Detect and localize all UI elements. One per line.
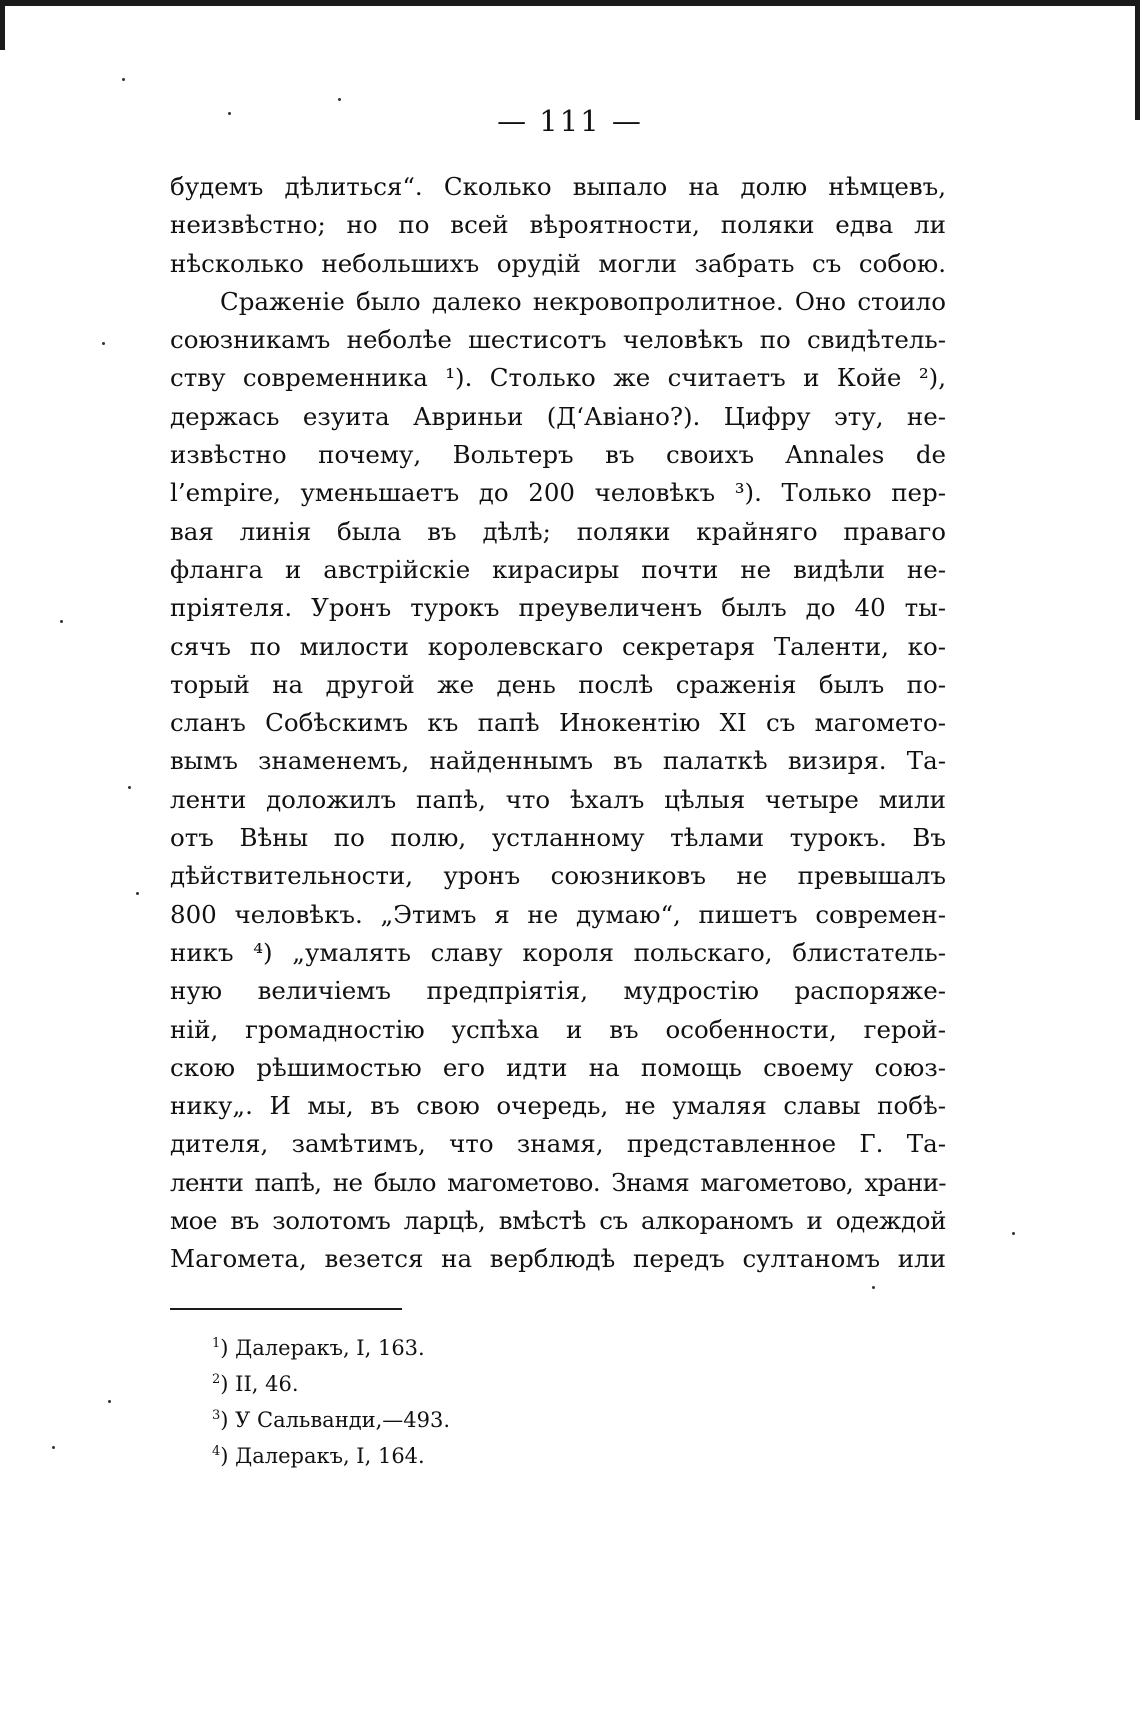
- footnote: [212, 1398, 812, 1434]
- scan-speck: [338, 98, 341, 101]
- scan-speck: [102, 342, 105, 345]
- text-line: никъ ⁴) „умалять славу короля польскаго, блистатель-: [170, 937, 946, 967]
- text-line: союзникамъ неболѣе шестисотъ человѣкъ по свидѣтель-: [170, 325, 946, 355]
- footnote-text: ) Далеракъ, I, 164.: [220, 1444, 425, 1468]
- text-line: мое въ золотомъ ларцѣ, вмѣстѣ съ алкораномъ и одеждой: [170, 1206, 946, 1236]
- text-line: ленти папѣ, не было магометово. Знамя магометово, храни-: [170, 1167, 946, 1197]
- footnote-text: ) У Сальванди,—493.: [220, 1408, 451, 1432]
- text-line: сячъ по милости королевскаго секретаря Таленти, ко-: [170, 631, 946, 661]
- text-line: неизвѣстно; но по всей вѣроятности, поляки едва ли: [170, 210, 946, 240]
- text-line: l’empire, уменьшаетъ до 200 человѣкъ ³). Только пер-: [170, 478, 946, 508]
- text-line: сланъ Собѣскимъ къ папѣ Инокентію XI съ магомето-: [170, 708, 946, 738]
- page-number: — 111 —: [497, 104, 643, 138]
- footnote: [212, 1326, 812, 1362]
- text-line: держась езуита Авриньи (Д‘Авіано?). Цифру эту, не-: [170, 401, 946, 431]
- text-line: фланга и австрійскіе кирасиры почти не видѣли не-: [170, 554, 946, 584]
- text-line: скою рѣшимостью его идти на помощь своему союз-: [170, 1052, 946, 1082]
- footnote-mark: 2: [212, 1372, 221, 1387]
- scan-speck: [52, 1446, 55, 1449]
- text-line: извѣстно почему, Вольтеръ въ своихъ Annales de: [170, 440, 946, 470]
- footnote-text: ) Далеракъ, I, 163.: [220, 1336, 425, 1360]
- text-line: будемъ дѣлиться“. Сколько выпало на долю нѣмцевъ,: [170, 172, 946, 201]
- scan-speck: [128, 786, 131, 789]
- scan-speck: [872, 1286, 875, 1289]
- scan-edge-left: [0, 0, 5, 50]
- footnote: [212, 1362, 812, 1398]
- footnote-mark: 1: [212, 1336, 221, 1351]
- text-line: вымъ знаменемъ, найденнымъ въ палаткѣ визиря. Та-: [170, 746, 946, 776]
- scan-edge-top: [0, 0, 1140, 6]
- footnote-text: ) II, 46.: [220, 1372, 299, 1396]
- text-line: ній, громадностію успѣха и въ особенности, герой-: [170, 1014, 946, 1044]
- text-line: ленти доложилъ папѣ, что ѣхалъ цѣлыя четыре мили: [170, 784, 946, 814]
- text-line: нѣсколько небольшихъ орудій могли забрать съ собою.: [170, 248, 946, 278]
- text-line: вая линія была въ дѣлѣ; поляки крайняго праваго: [170, 516, 946, 546]
- text-line: дителя, замѣтимъ, что знамя, представленное Г. Та-: [170, 1129, 946, 1159]
- footnote-mark: 4: [212, 1444, 221, 1459]
- text-line: ную величіемъ предпріятія, мудростію распоряже-: [170, 976, 946, 1006]
- scan-speck: [228, 112, 231, 115]
- text-line: пріятеля. Уронъ турокъ преувеличенъ былъ до 40 ты-: [170, 593, 946, 623]
- text-line: дѣйствительности, уронъ союзниковъ не превышалъ: [170, 861, 946, 891]
- scan-speck: [60, 620, 63, 623]
- scan-speck: [108, 1400, 111, 1403]
- text-line: ству современника ¹). Столько же считаетъ и Койе ²),: [170, 363, 946, 393]
- text-line: отъ Вѣны по полю, устланному тѣлами турокъ. Въ: [170, 823, 946, 853]
- text-line: 800 человѣкъ. „Этимъ я не думаю“, пишетъ современ-: [170, 899, 946, 929]
- footnote: [212, 1434, 812, 1470]
- paragraph-start-line: Сраженіе было далеко некровопролитное. Оно стоило: [220, 286, 946, 316]
- scan-edge-right: [1135, 0, 1140, 120]
- text-line: нику„. И мы, въ свою очередь, не умаляя славы побѣ-: [170, 1091, 946, 1121]
- scan-speck: [122, 78, 125, 81]
- text-line: торый на другой же день послѣ сраженія былъ по-: [170, 669, 946, 699]
- footnote-rule: [170, 1308, 402, 1310]
- scan-speck: [136, 892, 139, 895]
- footnote-mark: 3: [212, 1408, 221, 1423]
- text-line: Магомета, везется на верблюдѣ передъ султаномъ или: [170, 1244, 946, 1274]
- scan-speck: [1012, 1232, 1015, 1235]
- body-text: [170, 168, 946, 1279]
- footnotes: [212, 1326, 812, 1470]
